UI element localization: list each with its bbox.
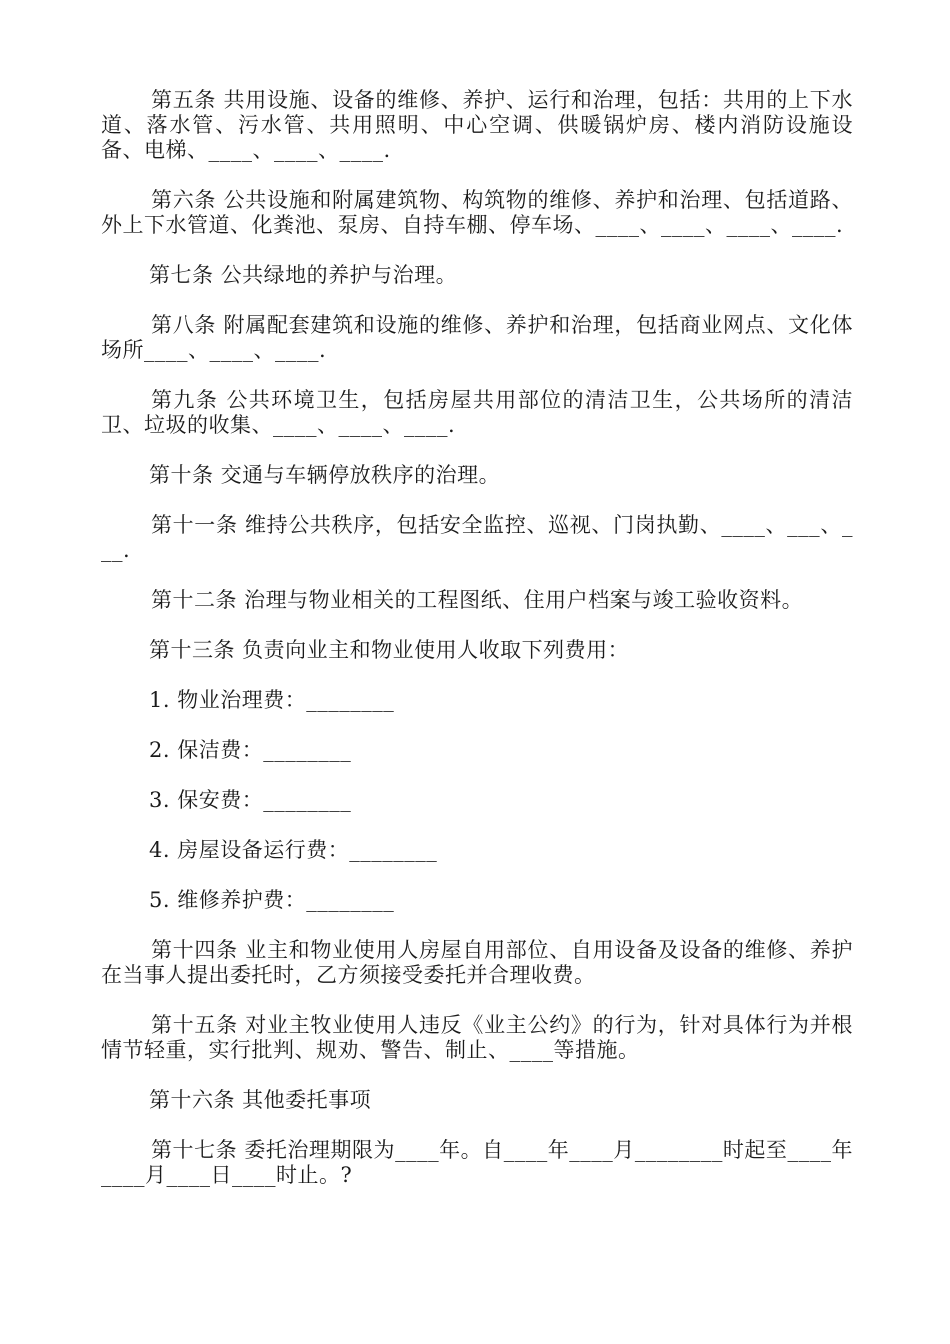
article-5: 第五条 共用设施、设备的维修、养护、运行和治理，包括：共用的上下水道、落水管、污水管、共用照明、中心空调、供暖锅炉房、楼内消防设施设备、电梯、____、____、____. [101, 88, 853, 162]
article-11: 第十一条 维持公共秩序，包括安全监控、巡视、门岗执勤、____、___、___. [101, 513, 853, 562]
fee-item-cleaning: 2. 保洁费：________ [149, 738, 352, 762]
fee-item-security: 3. 保安费：________ [149, 788, 352, 812]
article-10: 第十条 交通与车辆停放秩序的治理。 [149, 463, 501, 487]
article-13: 第十三条 负责向业主和物业使用人收取下列费用： [149, 638, 630, 662]
article-15: 第十五条 对业主牧业使用人违反《业主公约》的行为，针对具体行为并根情节轻重，实行批判、规劝、警告、制止、____等措施。 [101, 1013, 853, 1062]
article-7: 第七条 公共绿地的养护与治理。 [149, 263, 458, 287]
document-page [101, 88, 853, 1213]
article-6: 第六条 公共设施和附属建筑物、构筑物的维修、养护和治理、包括道路、外上下水管道、化粪池、泵房、自持车棚、停车场、____、____、____、____. [101, 188, 853, 237]
fee-item-equipment-operation: 4. 房屋设备运行费：________ [149, 838, 438, 862]
article-12: 第十二条 治理与物业相关的工程图纸、住用户档案与竣工验收资料。 [151, 588, 804, 612]
article-14: 第十四条 业主和物业使用人房屋自用部位、自用设备及设备的维修、养护在当事人提出委托时，乙方须接受委托并合理收费。 [101, 938, 853, 987]
article-9: 第九条 公共环境卫生，包括房屋共用部位的清洁卫生，公共场所的清洁卫、垃圾的收集、____、____、____. [101, 388, 853, 437]
article-17: 第十七条 委托治理期限为____年。自____年____月________时起至____年____月____日____时止。? [101, 1138, 853, 1187]
article-8: 第八条 附属配套建筑和设施的维修、养护和治理，包括商业网点、文化体场所____、____、____. [101, 313, 853, 362]
fee-item-maintenance: 5. 维修养护费：________ [149, 888, 395, 912]
article-16: 第十六条 其他委托事项 [149, 1088, 372, 1112]
fee-item-management: 1. 物业治理费：________ [149, 688, 395, 712]
